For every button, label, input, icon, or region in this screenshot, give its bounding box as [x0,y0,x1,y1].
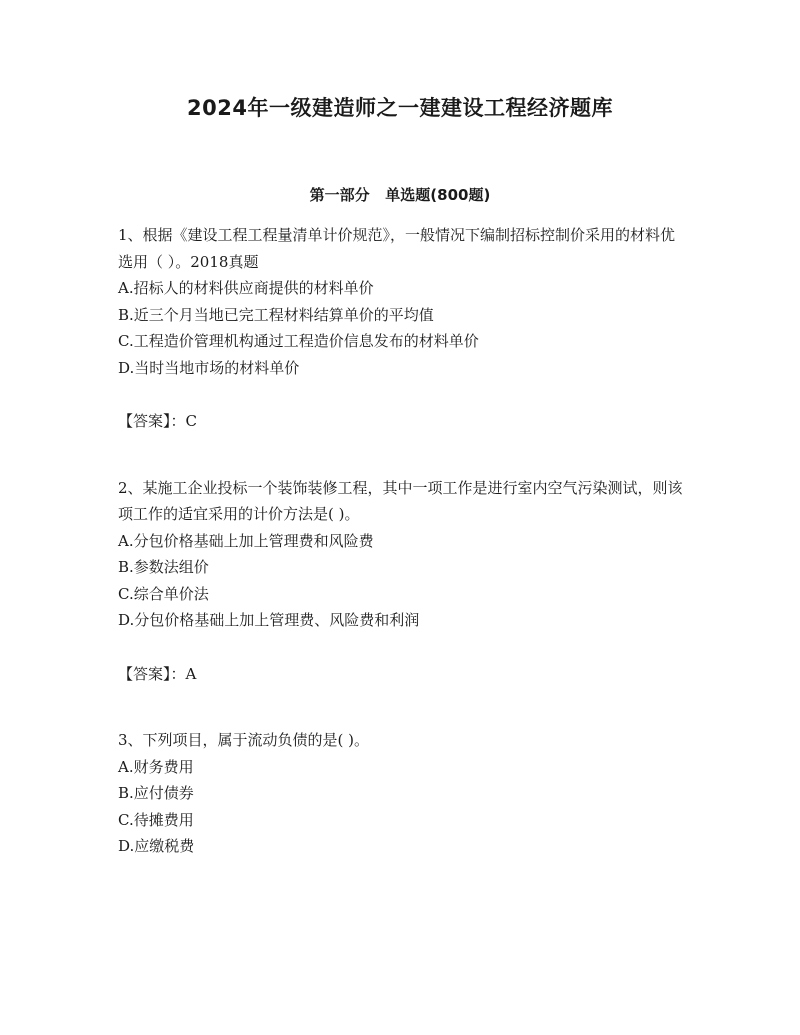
document-title: 2024年一级建造师之一建建设工程经济题库 [187,96,613,120]
option-b: B.近三个月当地已完工程材料结算单价的平均值 [118,305,434,324]
answer-value: A [185,664,197,683]
question-text: 1、根据《建设工程工程量清单计价规范》，一般情况下编制招标控制价采用的材料优选用（ ）。2018真题 [118,226,676,271]
option-a: A.财务费用 [118,757,194,776]
question-1 [118,222,688,435]
section-title: 第一部分 单选题(800题) [309,186,491,204]
question-3 [118,727,688,860]
question-2 [118,475,688,688]
question-text: 3、下列项目，属于流动负债的是( )。 [118,731,370,749]
option-d: D.应缴税费 [118,837,195,855]
option-c: C.工程造价管理机构通过工程造价信息发布的材料单价 [118,332,479,350]
option-d: D.当时当地市场的材料单价 [118,358,300,377]
option-c: C.待摊费用 [118,810,194,829]
question-list [118,222,688,860]
option-b: B.应付债券 [118,784,194,802]
option-a: A.招标人的材料供应商提供的材料单价 [118,279,374,297]
answer-line [118,661,688,688]
option-c: C.综合单价法 [118,584,209,603]
answer-line [118,408,688,435]
question-text: 2、某施工企业投标一个装饰装修工程，其中一项工作是进行室内空气污染测试，则该项工作的适宜采用的计价方法是( )。 [118,478,683,523]
option-a: A.分包价格基础上加上管理费和风险费 [118,531,374,550]
answer-label: 【答案】： [118,664,186,683]
answer-label: 【答案】： [118,412,186,430]
option-d: D.分包价格基础上加上管理费、风险费和利润 [118,611,420,629]
answer-value: C [185,412,197,430]
option-b: B.参数法组价 [118,558,209,576]
